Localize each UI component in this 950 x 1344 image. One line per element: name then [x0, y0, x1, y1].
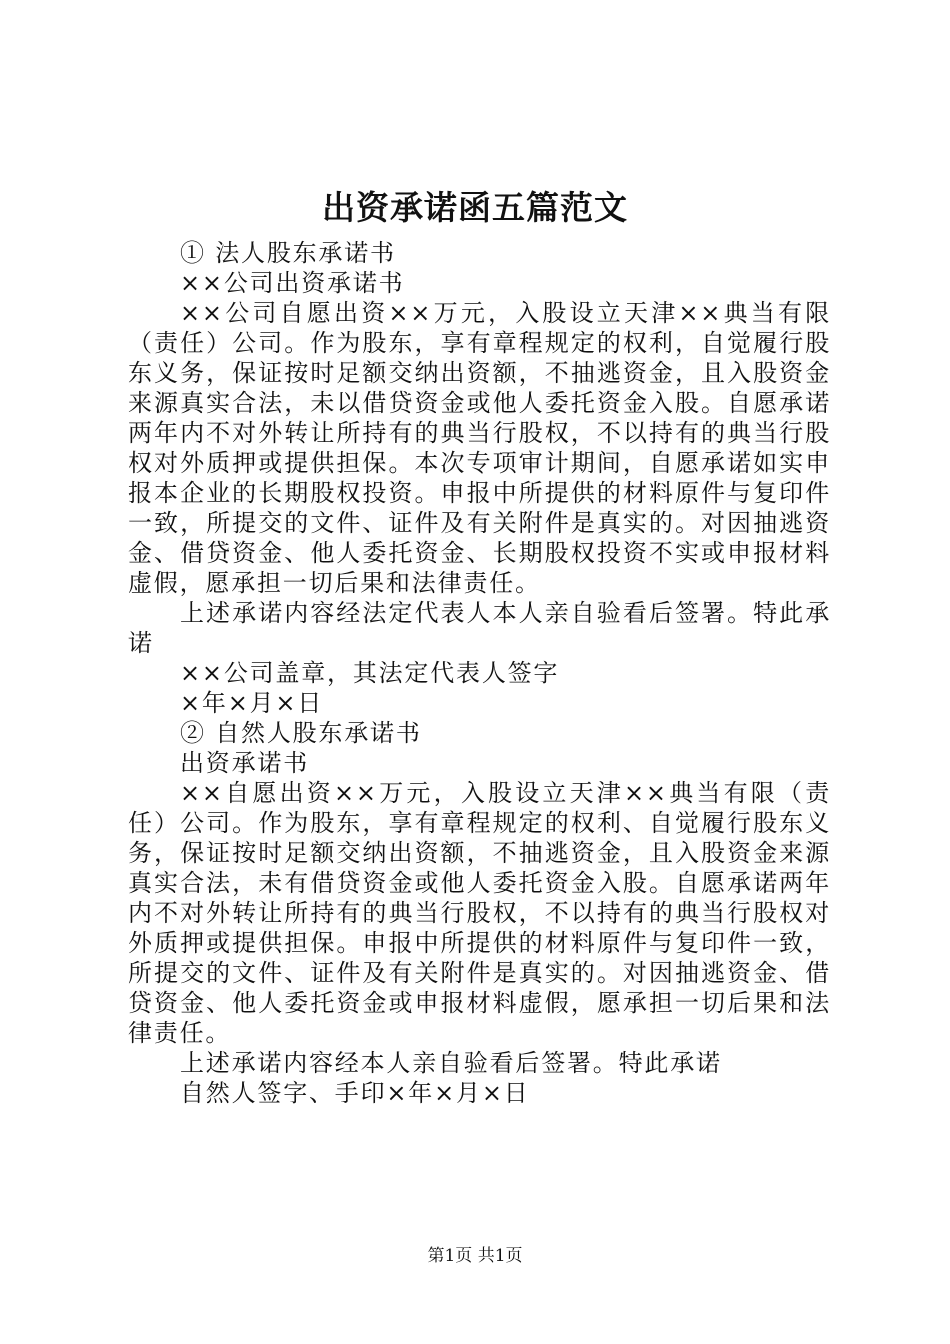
page-footer: 第1页 共1页	[427, 1246, 523, 1266]
document-body	[128, 238, 831, 1108]
section-2-signature: 自然人签字、手印×年×月×日	[180, 1079, 530, 1107]
section-2-body: ××自愿出资××万元，入股设立天津××典当有限（责任）公司。作为股东，享有章程规定的权利、自觉履行股东义务，保证按时足额交纳出资额，不抽逃资金，且入股资金来源真实合法，未有借贷资金或他人委托资金入股。自愿承诺两年内不对外转让所持有的典当行股权，不以持有的典当行股权对外质押或提供担保。申报中所提供的材料原件与复印件一致，所提交的文件、证件及有关附件是真实的。对因抽逃资金、借贷资金、他人委托资金或申报材料虚假，愿承担一切后果和法律责任。	[128, 779, 831, 1047]
section-1-body: ××公司自愿出资××万元，入股设立天津××典当有限（责任）公司。作为股东，享有章程规定的权利，自觉履行股东义务，保证按时足额交纳出资额，不抽逃资金，且入股资金来源真实合法，未以借贷资金或他人委托资金入股。自愿承诺两年内不对外转让所持有的典当行股权，不以持有的典当行股权对外质押或提供担保。本次专项审计期间，自愿承诺如实申报本企业的长期股权投资。申报中所提供的材料原件与复印件一致，所提交的文件、证件及有关附件是真实的。对因抽逃资金、借贷资金、他人委托资金、长期股权投资不实或申报材料虚假，愿承担一切后果和法律责任。	[128, 299, 831, 597]
section-1-signature: ××公司盖章，其法定代表人签字	[180, 659, 560, 687]
document-title: 出资承诺函五篇范文	[322, 188, 628, 227]
section-1-date: ×年×月×日	[180, 689, 324, 717]
section-1-subtitle: ××公司出资承诺书	[180, 269, 405, 297]
section-1-statement: 上述承诺内容经法定代表人本人亲自验看后签署。特此承诺	[128, 599, 831, 657]
section-2-heading: ② 自然人股东承诺书	[180, 719, 422, 747]
section-1-heading: ① 法人股东承诺书	[180, 239, 396, 267]
section-2-subtitle: 出资承诺书	[180, 749, 309, 777]
section-2-statement: 上述承诺内容经本人亲自验看后签署。特此承诺	[180, 1049, 722, 1077]
